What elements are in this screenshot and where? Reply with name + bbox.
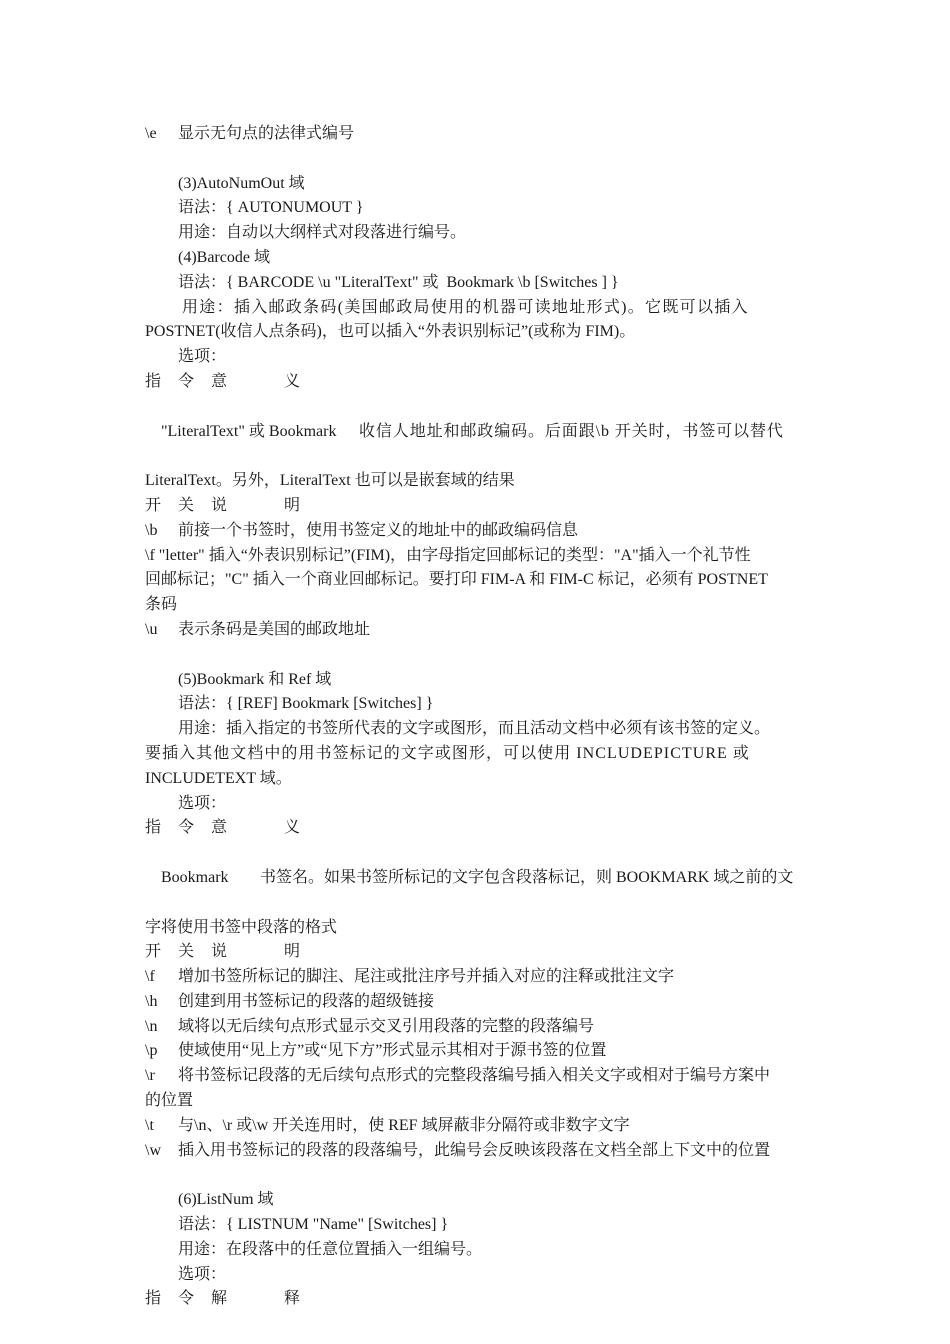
switch-desc: 使域使用“见上方”或“见下方”形式显示其相对于源书签的位置 [178,1042,607,1060]
syntax-barcode: 语法：{ BARCODE \u "LiteralText" 或 Bookmark \b [Switches ] } [178,273,619,291]
switch-desc: 表示条码是美国的邮政地址 [178,620,371,638]
header-char: 开 [145,943,162,961]
switch-desc: 与\n、\r 或\w 开关连用时，使 REF 域屏蔽非分隔符或非数字文字 [178,1116,630,1134]
switch-code: \b [145,521,158,539]
switch-r-desc-cont: 的位置 [145,1092,194,1110]
term-desc: 书签名。如果书签所标记的文字包含段落标记，则 BOOKMARK 域之前的文 [260,868,794,886]
header-char: 令 [178,819,195,837]
switch-desc: 增加书签所标记的脚注、尾注或批注序号并插入对应的注释或批注文字 [178,968,675,986]
header-char: 明 [284,943,301,961]
switch-code: \w [145,1141,161,1159]
header-char: 令 [178,1290,195,1308]
header-char: 义 [284,819,301,837]
header-char: 解 [211,1290,228,1308]
blank-line [145,643,807,668]
header-char: 指 [145,1290,162,1308]
header-char: 指 [145,372,162,390]
document-page [145,122,807,1312]
switch-code: \h [145,992,158,1010]
switch-row-r [145,1064,807,1089]
switch-code: \r [145,1067,155,1085]
header-char: 意 [211,372,228,390]
switch-desc: 前接一个书签时，使用书签定义的地址中的邮政编码信息 [178,521,579,539]
switch-row-f [145,965,807,990]
table-header-directive [145,370,807,395]
switch-f-desc-cont: 回邮标记；"C" 插入一个商业回邮标记。要打印 FIM-A 和 FIM-C 标记，必须有 POSTNET [145,571,768,589]
syntax-autonumout: 语法：{ AUTONUMOUT } [178,199,364,217]
section-title-listnum: (6)ListNum 域 [178,1191,274,1209]
switch-desc: 将书签标记段落的无后续句点形式的完整段落编号插入相关文字或相对于编号方案中 [178,1067,771,1085]
table-header-switch [145,940,807,965]
options-label: 选项： [178,348,227,366]
switch-desc: 插入用书签标记的段落的段落编号，此编号会反映该段落在文档全部上下文中的位置 [178,1141,771,1159]
header-char: 说 [211,943,228,961]
switch-desc: 创建到用书签标记的段落的超级链接 [178,992,435,1010]
switch-row-h [145,990,807,1015]
switch-row-w [145,1139,807,1164]
switch-code: \p [145,1042,158,1060]
usage-bookmark-line1: 用途：插入指定的书签所代表的文字或图形，而且活动文档中必须有该书签的定义。 [178,720,771,738]
switch-row-e [145,122,807,147]
options-label: 选项： [178,1265,227,1283]
switch-desc: 域将以无后续句点形式显示交叉引用段落的完整的段落编号 [178,1017,595,1035]
switch-code: \e [145,125,157,142]
header-char: 明 [284,496,301,514]
header-char: 义 [284,372,301,390]
section-title-autonumout: (3)AutoNumOut 域 [178,174,305,192]
usage-barcode-line1: 用途：插入邮政条码(美国邮政局使用的机器可读地址形式)。它既可以插入 [182,298,749,316]
header-char: 意 [211,819,228,837]
term-desc: 收信人地址和邮政编码。后面跟\b 开关时，书签可以替代 [359,422,784,440]
usage-autonumout: 用途：自动以大纲样式对段落进行编号。 [178,224,467,242]
syntax-listnum: 语法：{ LISTNUM "Name" [Switches] } [178,1216,449,1234]
literaltext-row [145,395,807,469]
header-char: 释 [284,1290,301,1308]
header-char: 令 [178,372,195,390]
options-label: 选项： [178,794,227,812]
switch-row-p [145,1039,807,1064]
header-char: 开 [145,496,162,514]
switch-row-u [145,618,807,643]
table-header-switch [145,494,807,519]
switch-row-f-letter: \f "letter" 插入“外表识别标记”(FIM)，由字母指定回邮标记的类型："A"插入一个礼节性 [145,546,751,564]
bookmark-desc-cont: 字将使用书签中段落的格式 [145,918,338,936]
usage-barcode-line2: POSTNET(收信人点条码)，也可以插入“外表识别标记”(或称为 FIM)。 [145,323,636,341]
switch-code: \t [145,1116,154,1134]
switch-code: \n [145,1017,158,1035]
switch-code: \u [145,620,158,638]
section-title-bookmark: (5)Bookmark 和 Ref 域 [178,670,332,688]
switch-code: \f [145,968,155,986]
blank-line [145,1163,807,1188]
usage-bookmark-line3: INCLUDETEXT 域。 [145,769,292,787]
term-label: Bookmark [161,868,229,886]
usage-listnum: 用途：在段落中的任意位置插入一组编号。 [178,1240,483,1258]
header-char: 指 [145,819,162,837]
switch-row-n [145,1015,807,1040]
table-header-directive-explain [145,1287,807,1312]
switch-desc: 显示无句点的法律式编号 [178,125,355,142]
syntax-bookmark: 语法：{ [REF] Bookmark [Switches] } [178,695,434,713]
switch-row-b [145,519,807,544]
header-char: 关 [178,496,195,514]
term-label: "LiteralText" 或 Bookmark [161,422,337,440]
bookmark-row [145,841,807,915]
table-header-directive [145,816,807,841]
header-char: 关 [178,943,195,961]
header-char: 说 [211,496,228,514]
switch-row-t [145,1114,807,1139]
literaltext-desc-cont: LiteralText。另外，LiteralText 也可以是嵌套域的结果 [145,472,515,490]
switch-f-desc-cont2: 条码 [145,596,178,614]
blank-line [145,147,807,172]
section-title-barcode: (4)Barcode 域 [178,248,270,266]
usage-bookmark-line2: 要插入其他文档中的用书签标记的文字或图形，可以使用 INCLUDEPICTURE 或 [145,744,750,762]
